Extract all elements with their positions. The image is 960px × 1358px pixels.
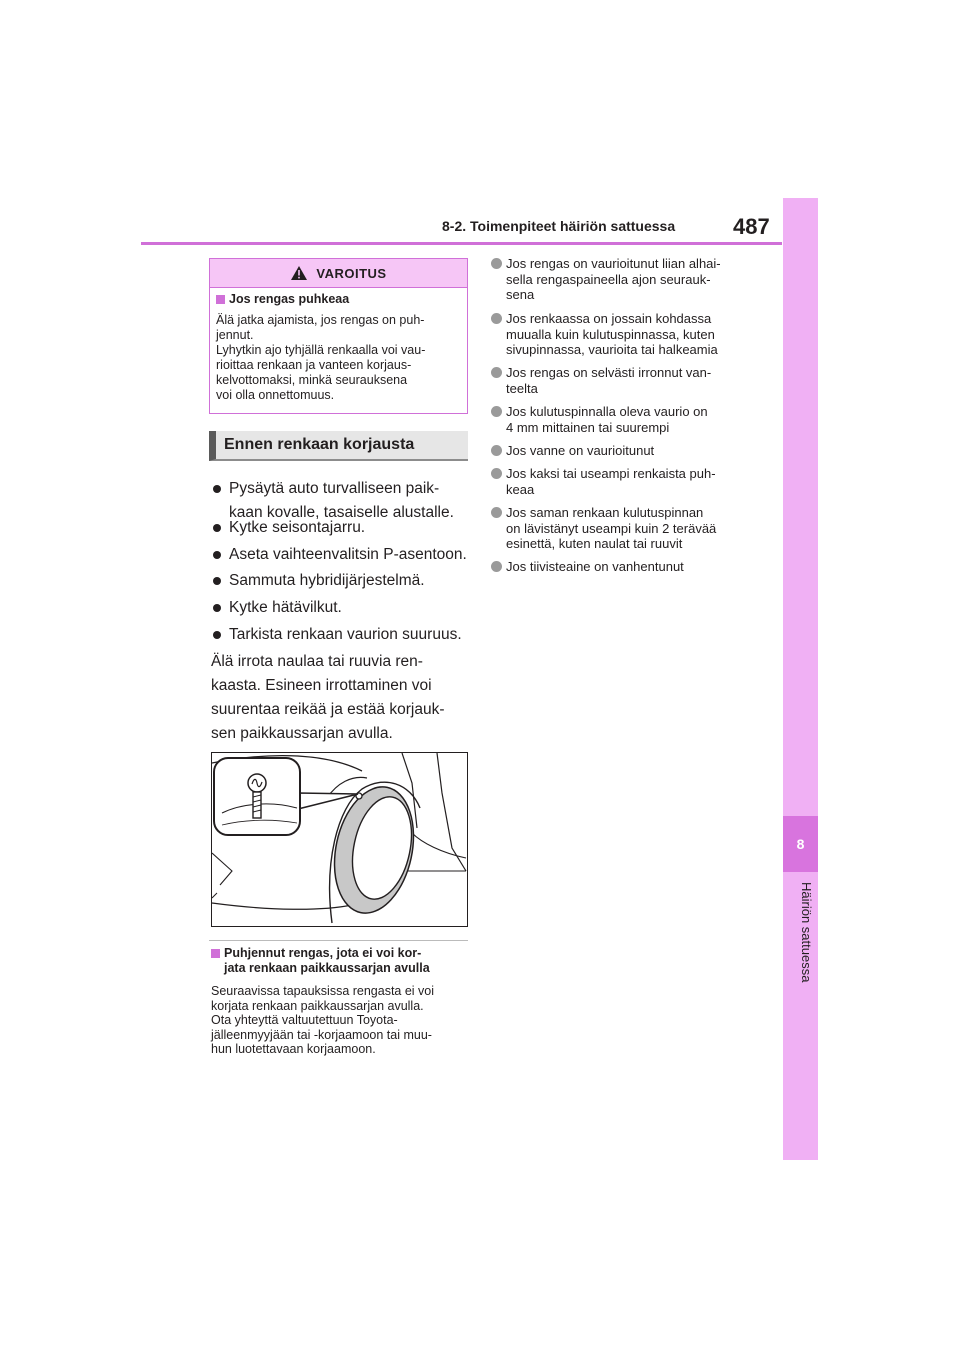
list-item: [491, 311, 753, 358]
list-item: [213, 569, 475, 593]
list-item-text: Kytke seisontajarru.: [229, 519, 366, 536]
list-item-text: Jos kulutuspinnalla oleva vaurio on: [506, 404, 708, 419]
warning-text: [216, 313, 462, 403]
tire-with-screw-icon: [212, 753, 467, 926]
list-item: [213, 596, 475, 620]
chapter-tab-strip: [783, 198, 818, 1160]
note-heading-line: jata renkaan paikkaussarjan avulla: [224, 961, 430, 975]
list-item-text: Aseta vaihteenvalitsin P-asentoon.: [229, 546, 467, 563]
bullet-dot-icon: [213, 631, 221, 639]
list-item-text: Jos rengas on selvästi irronnut van-: [506, 365, 712, 380]
paragraph-line: sen paikkaussarjan avulla.: [211, 725, 393, 742]
section-heading: [209, 431, 468, 461]
list-item-text: Pysäytä auto turvalliseen paik-: [229, 480, 440, 497]
list-item-text: Jos rengas on vaurioitunut liian alhai-: [506, 256, 721, 271]
list-item-text: 4 mm mittainen tai suurempi: [506, 419, 670, 435]
bullet-dot-icon: [213, 485, 221, 493]
section-heading-text: Ennen renkaan korjausta: [224, 436, 415, 453]
list-item: [491, 466, 753, 497]
bullet-dot-icon: [213, 604, 221, 612]
chapter-number: 8: [796, 836, 805, 852]
list-item: [491, 365, 753, 396]
paragraph-line: kaasta. Esineen irrottaminen voi: [211, 677, 432, 694]
note-line: jälleenmyyjään tai -korjaamoon tai muu-: [211, 1027, 432, 1042]
list-item-text: sivupinnassa, vaurioita tai halkeamia: [506, 342, 718, 357]
list-item: [213, 543, 475, 567]
paragraph-line: Älä irrota naulaa tai ruuvia ren-: [211, 653, 423, 670]
list-item-text: Jos vanne on vaurioitunut: [506, 443, 655, 458]
list-item-text: Tarkista renkaan vaurion suuruus.: [229, 626, 462, 643]
chapter-number-tab[interactable]: [783, 816, 818, 872]
bullet-dot-icon: [213, 577, 221, 585]
list-item-text: Jos saman renkaan kulutuspinnan: [506, 505, 704, 520]
list-item: [213, 623, 475, 647]
list-item-text: Jos kaksi tai useampi renkaista puh-: [506, 466, 716, 481]
bullet-dot-icon: [491, 468, 502, 479]
warning-label: VAROITUS: [316, 265, 387, 281]
note-heading: [211, 946, 473, 976]
list-item: [491, 256, 753, 303]
bullet-dot-icon: [491, 367, 502, 378]
list-item-text: sella rengaspaineella ajon seurauk-: [506, 271, 711, 287]
list-item-text: Jos tiivisteaine on vanhentunut: [506, 559, 684, 574]
warning-box: [209, 258, 468, 414]
warning-header: [210, 259, 467, 288]
note-body: [211, 984, 473, 1057]
warning-line: jennut.: [216, 328, 254, 342]
bullet-dot-icon: [491, 561, 502, 572]
warning-line: kelvottomaksi, minkä seurauksena: [216, 373, 408, 387]
list-item-text: esinettä, kuten naulat tai ruuvit: [506, 536, 683, 551]
square-bullet-icon: [211, 949, 220, 958]
list-item: [213, 516, 475, 540]
warning-line: voi olla onnettomuus.: [216, 388, 335, 402]
note-line: hun luotettavaan korjaamoon.: [211, 1042, 376, 1056]
bullet-dot-icon: [491, 406, 502, 417]
list-item-text: keaa: [506, 481, 535, 497]
header-rule: [141, 242, 782, 245]
list-item-text: Kytke hätävilkut.: [229, 599, 342, 616]
list-item: [491, 443, 753, 459]
tire-puncture-illustration: [211, 752, 468, 927]
list-item-text: kaan kovalle, tasaiselle alustalle.: [229, 504, 454, 521]
warning-line: Älä jatka ajamista, jos rengas on puh-: [216, 313, 425, 327]
warning-triangle-icon: [290, 265, 308, 281]
list-item-text: Sammuta hybridijärjestelmä.: [229, 572, 425, 589]
note-line: Ota yhteyttä valtuutettuun Toyota-: [211, 1013, 398, 1027]
warning-line: rioittaa renkaan ja vanteen korjaus-: [216, 358, 412, 372]
warning-subheading: [216, 292, 349, 306]
divider: [209, 940, 468, 941]
note-line: korjata renkaan paikkaussarjan avulla.: [211, 998, 424, 1013]
note-heading-line: Puhjennut rengas, jota ei voi kor-: [224, 946, 422, 960]
bullet-dot-icon: [491, 258, 502, 269]
square-bullet-icon: [216, 295, 225, 304]
bullet-dot-icon: [213, 551, 221, 559]
bullet-dot-icon: [491, 507, 502, 518]
list-item: [491, 505, 753, 552]
bullet-dot-icon: [491, 313, 502, 324]
bullet-dot-icon: [491, 445, 502, 456]
list-item: [491, 404, 753, 435]
bullet-dot-icon: [213, 524, 221, 532]
warning-line: Lyhytkin ajo tyhjällä renkaalla voi vau-: [216, 343, 426, 357]
list-item-text: muualla kuin kulutuspinnassa, kuten: [506, 326, 715, 342]
page-number: 487: [733, 214, 770, 239]
instruction-paragraph: [211, 650, 473, 746]
section-title: 8-2. Toimenpiteet häiriön sattuessa: [442, 218, 676, 234]
list-item: [491, 559, 753, 575]
note-line: Seuraavissa tapauksissa rengasta ei voi: [211, 984, 435, 998]
list-item-text: teelta: [506, 380, 538, 396]
list-item-text: sena: [506, 287, 535, 302]
list-item-text: on lävistänyt useampi kuin 2 terävää: [506, 520, 717, 536]
warning-subheading-text: Jos rengas puhkeaa: [229, 292, 350, 306]
paragraph-line: suurentaa reikää ja estää korjauk-: [211, 701, 445, 718]
list-item-text: Jos renkaassa on jossain kohdassa: [506, 311, 712, 326]
chapter-title: Häiriön sattuessa: [799, 882, 814, 983]
